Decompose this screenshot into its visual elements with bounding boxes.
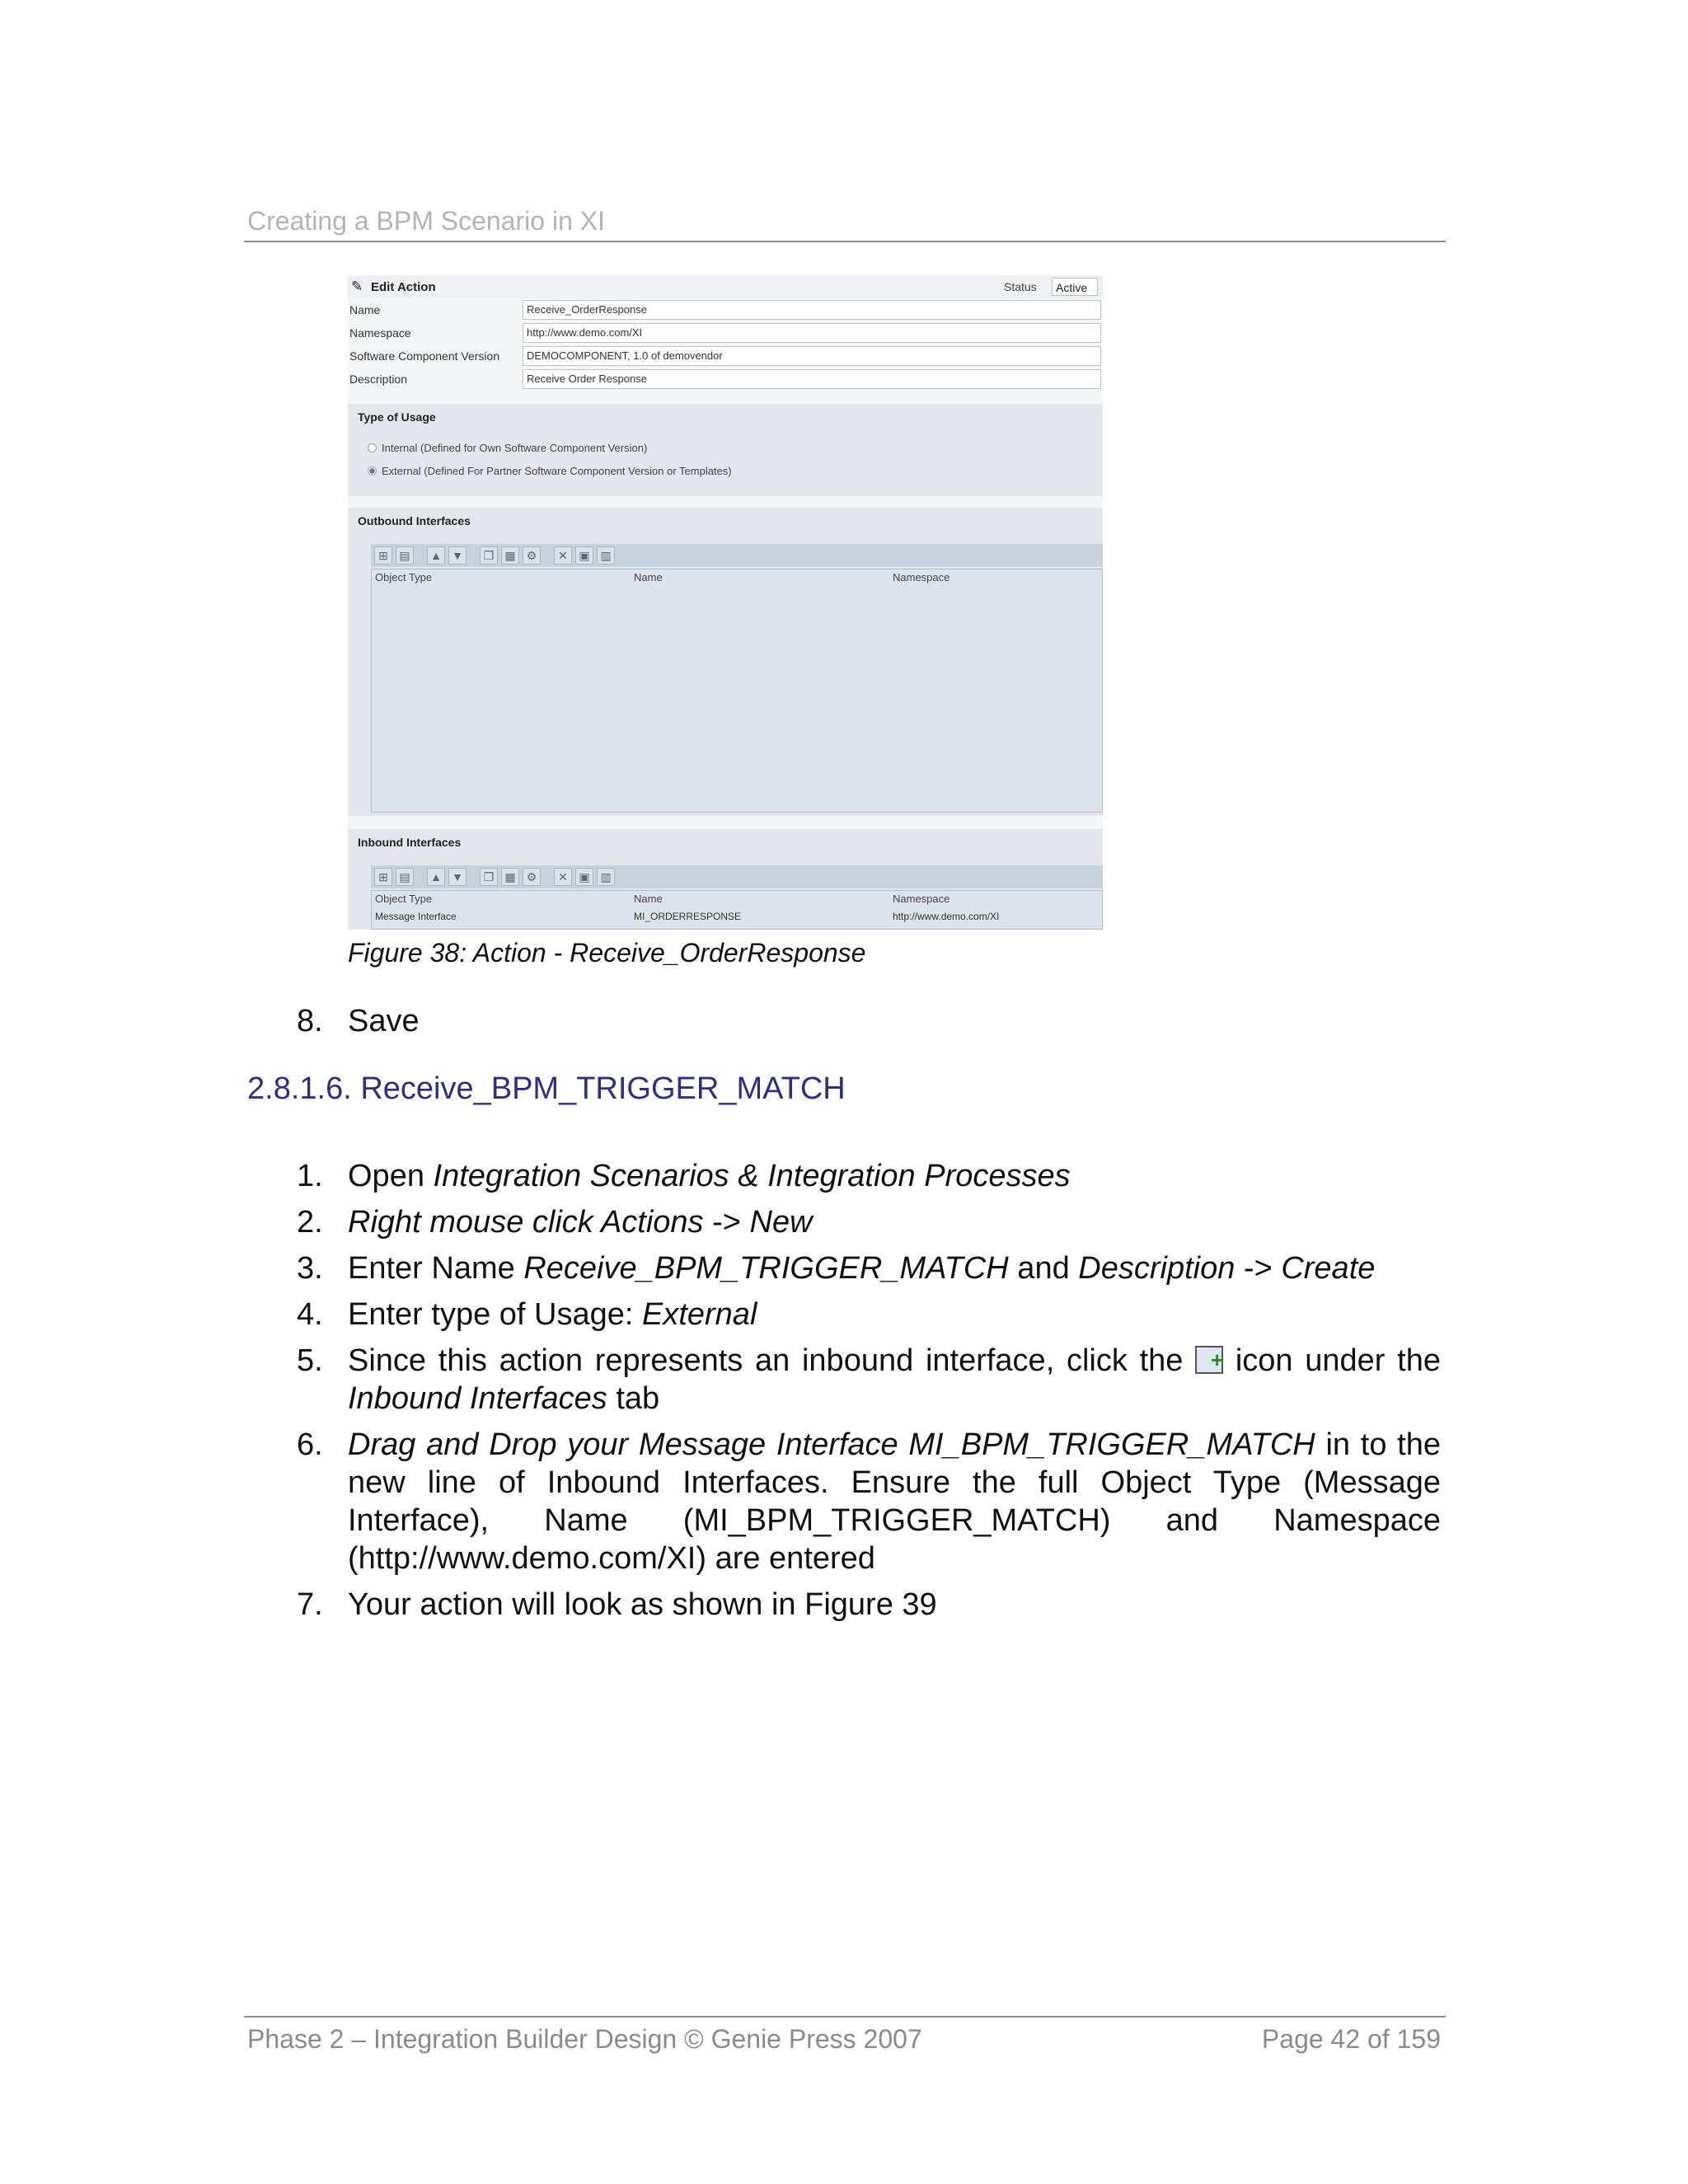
field-label-name: Name — [349, 303, 381, 316]
insert-line-icon — [1195, 1346, 1223, 1374]
settings-icon[interactable]: ⚙ — [523, 868, 541, 886]
step-8-number: 8. — [297, 1004, 323, 1038]
type-of-usage-group — [348, 404, 1103, 496]
inbound-col-name: Name — [634, 893, 663, 905]
figure-caption: Figure 38: Action - Receive_OrderResponse — [348, 938, 866, 968]
step-1-number: 1. — [297, 1159, 323, 1193]
usage-option-external-label: External (Defined For Partner Software Component Version or Templates) — [382, 465, 732, 477]
step-2-text: Right mouse click Actions -> New — [348, 1205, 813, 1240]
paste-icon[interactable]: ▦ — [501, 868, 519, 886]
cut-icon[interactable]: ✕ — [554, 868, 572, 886]
type-of-usage-title: Type of Usage — [358, 410, 436, 424]
field-value-software-component[interactable]: DEMOCOMPONENT, 1.0 of demovendor — [523, 346, 1101, 366]
header-rule — [244, 241, 1446, 242]
step-8-text: Save — [348, 1004, 420, 1038]
step-7-text: Your action will look as shown in Figure 39 — [348, 1587, 937, 1622]
step-1-text: Open Integration Scenarios & Integration Processes — [348, 1159, 1071, 1193]
status-value: Active — [1052, 278, 1098, 296]
outbound-table — [371, 569, 1103, 813]
footer-rule — [244, 2016, 1446, 2018]
settings-icon[interactable]: ⚙ — [523, 546, 541, 565]
footer-page-number: Page 42 of 159 — [1261, 2024, 1441, 2054]
edit-action-title: Edit Action — [371, 280, 436, 294]
inbound-interfaces-title: Inbound Interfaces — [358, 836, 462, 849]
usage-option-external[interactable] — [368, 465, 732, 477]
page-header-title: Creating a BPM Scenario in XI — [247, 206, 605, 236]
step-6-number: 6. — [297, 1427, 323, 1462]
edit-action-icon: ✎ — [351, 279, 363, 294]
move-down-icon[interactable]: ▼ — [448, 868, 467, 886]
outbound-col-namespace: Namespace — [893, 571, 950, 583]
clipboard-icon[interactable]: ▣ — [575, 546, 593, 565]
inbound-table — [371, 890, 1103, 930]
field-label-description: Description — [349, 373, 408, 386]
outbound-col-name: Name — [634, 571, 663, 583]
field-label-namespace: Namespace — [349, 326, 411, 340]
inbound-col-object-type: Object Type — [375, 893, 433, 905]
step-5-text: Since this action represents an inbound interface, click the + icon under the Inbound Interfaces tab — [348, 1342, 1441, 1418]
field-value-namespace[interactable]: http://www.demo.com/XI — [523, 323, 1101, 343]
cut-icon[interactable]: ✕ — [554, 546, 572, 565]
outbound-col-object-type: Object Type — [375, 571, 433, 583]
move-up-icon[interactable]: ▲ — [427, 546, 445, 565]
outbound-toolbar — [371, 544, 1103, 567]
move-up-icon[interactable]: ▲ — [427, 868, 445, 886]
copy-icon[interactable]: ❐ — [480, 546, 498, 565]
section-heading: 2.8.1.6. Receive_BPM_TRIGGER_MATCH — [247, 1071, 846, 1106]
outbound-interfaces-title: Outbound Interfaces — [358, 514, 471, 527]
move-down-icon[interactable]: ▼ — [448, 546, 467, 565]
step-4-number: 4. — [297, 1297, 323, 1332]
inbound-interfaces-group — [348, 829, 1103, 930]
copy-icon[interactable]: ❐ — [480, 868, 498, 886]
inbound-row-name[interactable]: MI_ORDERRESPONSE — [634, 911, 742, 922]
footer-left: Phase 2 – Integration Builder Design © Genie Press 2007 — [247, 2024, 922, 2054]
screenshot-edit-action — [348, 275, 1103, 930]
field-value-description[interactable]: Receive Order Response — [523, 369, 1101, 389]
inbound-col-namespace: Namespace — [893, 893, 950, 905]
radio-external-icon[interactable] — [368, 466, 377, 476]
radio-internal-icon[interactable] — [368, 443, 377, 452]
usage-option-internal-label: Internal (Defined for Own Software Component Version) — [382, 442, 648, 454]
step-4-text: Enter type of Usage: External — [348, 1297, 757, 1332]
clear-icon[interactable]: ▥ — [597, 546, 615, 565]
inbound-row-object-type[interactable]: Message Interface — [375, 911, 457, 922]
usage-option-internal[interactable] — [368, 442, 647, 454]
clipboard-icon[interactable]: ▣ — [575, 868, 593, 886]
status-label: Status — [1004, 280, 1037, 293]
delete-line-icon[interactable]: ▤ — [396, 868, 414, 886]
delete-line-icon[interactable]: ▤ — [396, 546, 414, 565]
edit-action-titlebar — [348, 275, 1103, 298]
paste-icon[interactable]: ▦ — [501, 546, 519, 565]
field-label-software-component: Software Component Version — [349, 349, 500, 363]
inbound-toolbar — [371, 865, 1103, 888]
step-2-number: 2. — [297, 1205, 323, 1240]
step-7-number: 7. — [297, 1587, 323, 1622]
step-3-text: Enter Name Receive_BPM_TRIGGER_MATCH and Description -> Create — [348, 1251, 1376, 1286]
clear-icon[interactable]: ▥ — [597, 868, 615, 886]
outbound-interfaces-group — [348, 508, 1103, 816]
step-6-text: Drag and Drop your Message Interface MI_BPM_TRIGGER_MATCH in to the new line of Inbound Interfaces. Ensure the full Object Type (Message Interface), Name (MI_BPM_TRIGGER_MATCH) and Namespace (http://www.demo.com/XI) are entered — [348, 1427, 1441, 1576]
insert-line-icon[interactable]: ⊞ — [374, 546, 392, 565]
inbound-row-namespace[interactable]: http://www.demo.com/XI — [893, 911, 1000, 922]
field-value-name[interactable]: Receive_OrderResponse — [523, 300, 1101, 320]
step-3-number: 3. — [297, 1251, 323, 1286]
step-5-number: 5. — [297, 1343, 323, 1378]
insert-line-icon[interactable]: ⊞ — [374, 868, 392, 886]
